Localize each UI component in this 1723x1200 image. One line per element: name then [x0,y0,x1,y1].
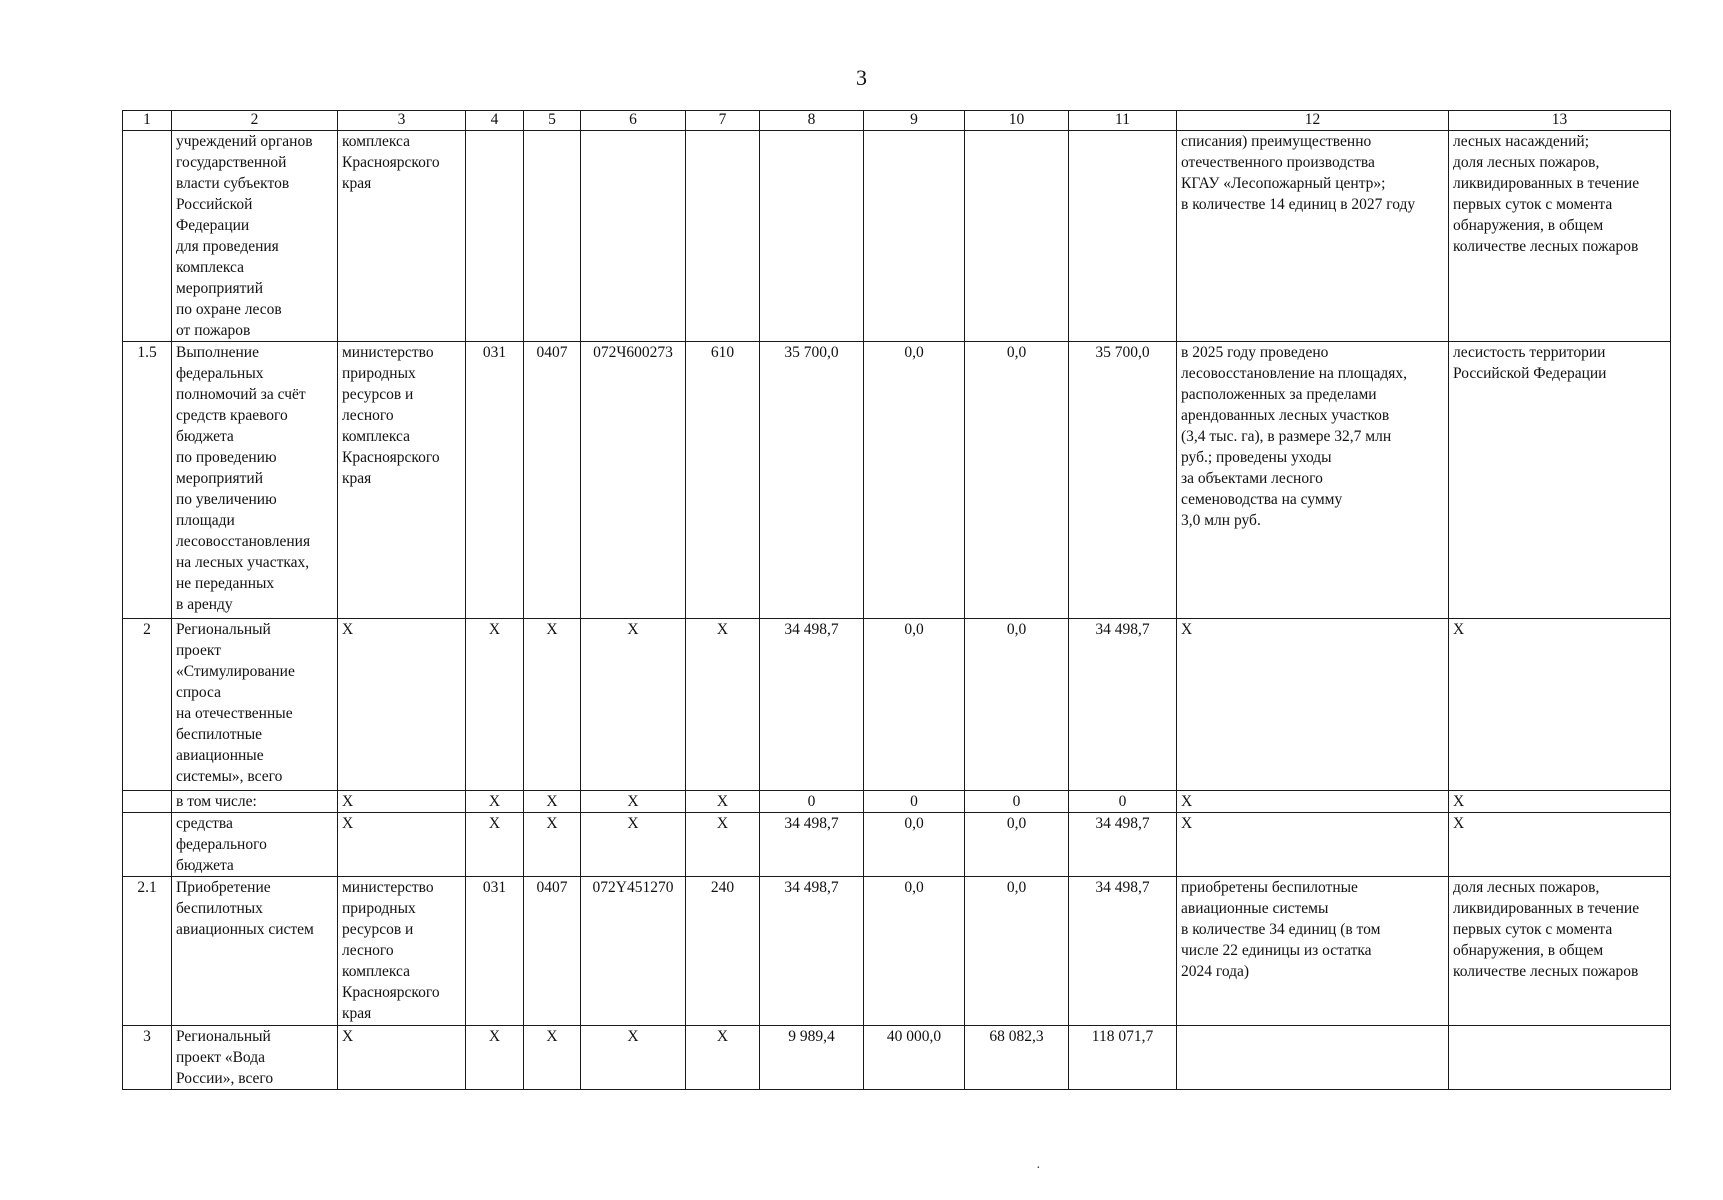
item-name-cell: учреждений органов государственной власти субъектов Российской Федерации для проведения комплекса мероприятий по охране лесов от пожаров [172,131,338,342]
column-number: 6 [581,111,686,131]
code-cell: X [686,619,760,791]
amount-cell [1069,131,1177,342]
item-name-cell: в том числе: [172,791,338,813]
code-cell [466,131,524,342]
amount-cell [864,131,965,342]
column-number: 11 [1069,111,1177,131]
code-cell: X [686,791,760,813]
amount-cell: 40 000,0 [864,1026,965,1090]
table-row [123,877,1671,1026]
amount-cell: 0,0 [965,342,1069,619]
code-cell: X [524,791,581,813]
item-number-cell: 1.5 [123,342,172,619]
column-number: 13 [1449,111,1671,131]
indicator-cell: лесных насаждений; доля лесных пожаров, ликвидированных в течение первых суток с момента обнаружения, в общем количестве лесных пожаров [1449,131,1671,342]
executor-cell: X [338,791,466,813]
amount-cell: 0 [760,791,864,813]
item-number-cell: 2.1 [123,877,172,1026]
code-cell: X [581,1026,686,1090]
table-row [123,619,1671,791]
table-row [123,791,1671,813]
column-number: 2 [172,111,338,131]
code-cell: X [524,1026,581,1090]
code-cell: 031 [466,342,524,619]
amount-cell: 35 700,0 [760,342,864,619]
code-cell: 0407 [524,877,581,1026]
amount-cell: 0,0 [965,619,1069,791]
result-cell: приобретены беспилотные авиационные системы в количестве 34 единиц (в том числе 22 единицы из остатка 2024 года) [1177,877,1449,1026]
amount-cell: 9 989,4 [760,1026,864,1090]
code-cell: X [581,619,686,791]
item-number-cell [123,813,172,877]
code-cell [581,131,686,342]
item-number-cell [123,791,172,813]
amount-cell: 0,0 [864,619,965,791]
column-number-row [123,111,1671,131]
result-cell: X [1177,791,1449,813]
amount-cell: 35 700,0 [1069,342,1177,619]
result-cell: в 2025 году проведено лесовосстановление на площадях, расположенных за пределами арендованных лесных участков (3,4 тыс. га), в размере 32,7 млн руб.; проведены уходы за объектами лесного семеноводства на сумму 3,0 млн руб. [1177,342,1449,619]
code-cell: X [686,813,760,877]
indicator-cell: X [1449,791,1671,813]
item-number-cell: 2 [123,619,172,791]
item-name-cell: Региональный проект «Вода России», всего [172,1026,338,1090]
amount-cell: 0,0 [965,813,1069,877]
code-cell: 072Y451270 [581,877,686,1026]
code-cell: 0407 [524,342,581,619]
result-cell [1177,1026,1449,1090]
amount-cell: 0 [864,791,965,813]
table-row [123,1026,1671,1090]
table-row [123,342,1671,619]
result-cell: X [1177,813,1449,877]
code-cell: X [524,619,581,791]
executor-cell: X [338,1026,466,1090]
amount-cell: 34 498,7 [760,619,864,791]
executor-cell: X [338,813,466,877]
item-name-cell: Выполнение федеральных полномочий за счёт средств краевого бюджета по проведению мероприятий по увеличению площади лесовосстановления на лесных участках, не переданных в аренду [172,342,338,619]
budget-table [122,110,1671,1090]
page-number: 3 [856,65,867,90]
amount-cell: 118 071,7 [1069,1026,1177,1090]
amount-cell: 34 498,7 [1069,877,1177,1026]
indicator-cell [1449,1026,1671,1090]
scan-speck: · [1036,1161,1041,1176]
amount-cell: 0,0 [864,813,965,877]
column-number: 8 [760,111,864,131]
table-row [123,131,1671,342]
item-name-cell: Приобретение беспилотных авиационных систем [172,877,338,1026]
executor-cell: министерство природных ресурсов и лесного комплекса Красноярского края [338,342,466,619]
code-cell: 610 [686,342,760,619]
code-cell: 031 [466,877,524,1026]
indicator-cell: X [1449,619,1671,791]
executor-cell: министерство природных ресурсов и лесного комплекса Красноярского края [338,877,466,1026]
table-row [123,813,1671,877]
column-number: 3 [338,111,466,131]
column-number: 1 [123,111,172,131]
code-cell: X [466,791,524,813]
indicator-cell: X [1449,813,1671,877]
column-number: 12 [1177,111,1449,131]
code-cell [524,131,581,342]
executor-cell: комплекса Красноярского края [338,131,466,342]
column-number: 4 [466,111,524,131]
code-cell: X [581,813,686,877]
executor-cell: X [338,619,466,791]
code-cell: 240 [686,877,760,1026]
item-number-cell [123,131,172,342]
code-cell: X [686,1026,760,1090]
item-name-cell: Региональный проект «Стимулирование спроса на отечественные беспилотные авиационные системы», всего [172,619,338,791]
amount-cell [760,131,864,342]
amount-cell: 34 498,7 [760,877,864,1026]
column-number: 10 [965,111,1069,131]
code-cell: X [581,791,686,813]
item-number-cell: 3 [123,1026,172,1090]
code-cell: X [466,1026,524,1090]
amount-cell: 0,0 [864,342,965,619]
code-cell: X [466,619,524,791]
item-name-cell: средства федерального бюджета [172,813,338,877]
result-cell: списания) преимущественно отечественного производства КГАУ «Лесопожарный центр»; в количестве 14 единиц в 2027 году [1177,131,1449,342]
indicator-cell: доля лесных пожаров, ликвидированных в течение первых суток с момента обнаружения, в общем количестве лесных пожаров [1449,877,1671,1026]
amount-cell [965,131,1069,342]
indicator-cell: лесистость территории Российской Федерации [1449,342,1671,619]
result-cell: X [1177,619,1449,791]
amount-cell: 34 498,7 [1069,813,1177,877]
amount-cell: 34 498,7 [760,813,864,877]
column-number: 7 [686,111,760,131]
code-cell: X [466,813,524,877]
code-cell [686,131,760,342]
column-number: 9 [864,111,965,131]
column-number: 5 [524,111,581,131]
amount-cell: 0 [1069,791,1177,813]
amount-cell: 68 082,3 [965,1026,1069,1090]
code-cell: X [524,813,581,877]
amount-cell: 0,0 [965,877,1069,1026]
code-cell: 072Ч600273 [581,342,686,619]
amount-cell: 0 [965,791,1069,813]
amount-cell: 0,0 [864,877,965,1026]
amount-cell: 34 498,7 [1069,619,1177,791]
